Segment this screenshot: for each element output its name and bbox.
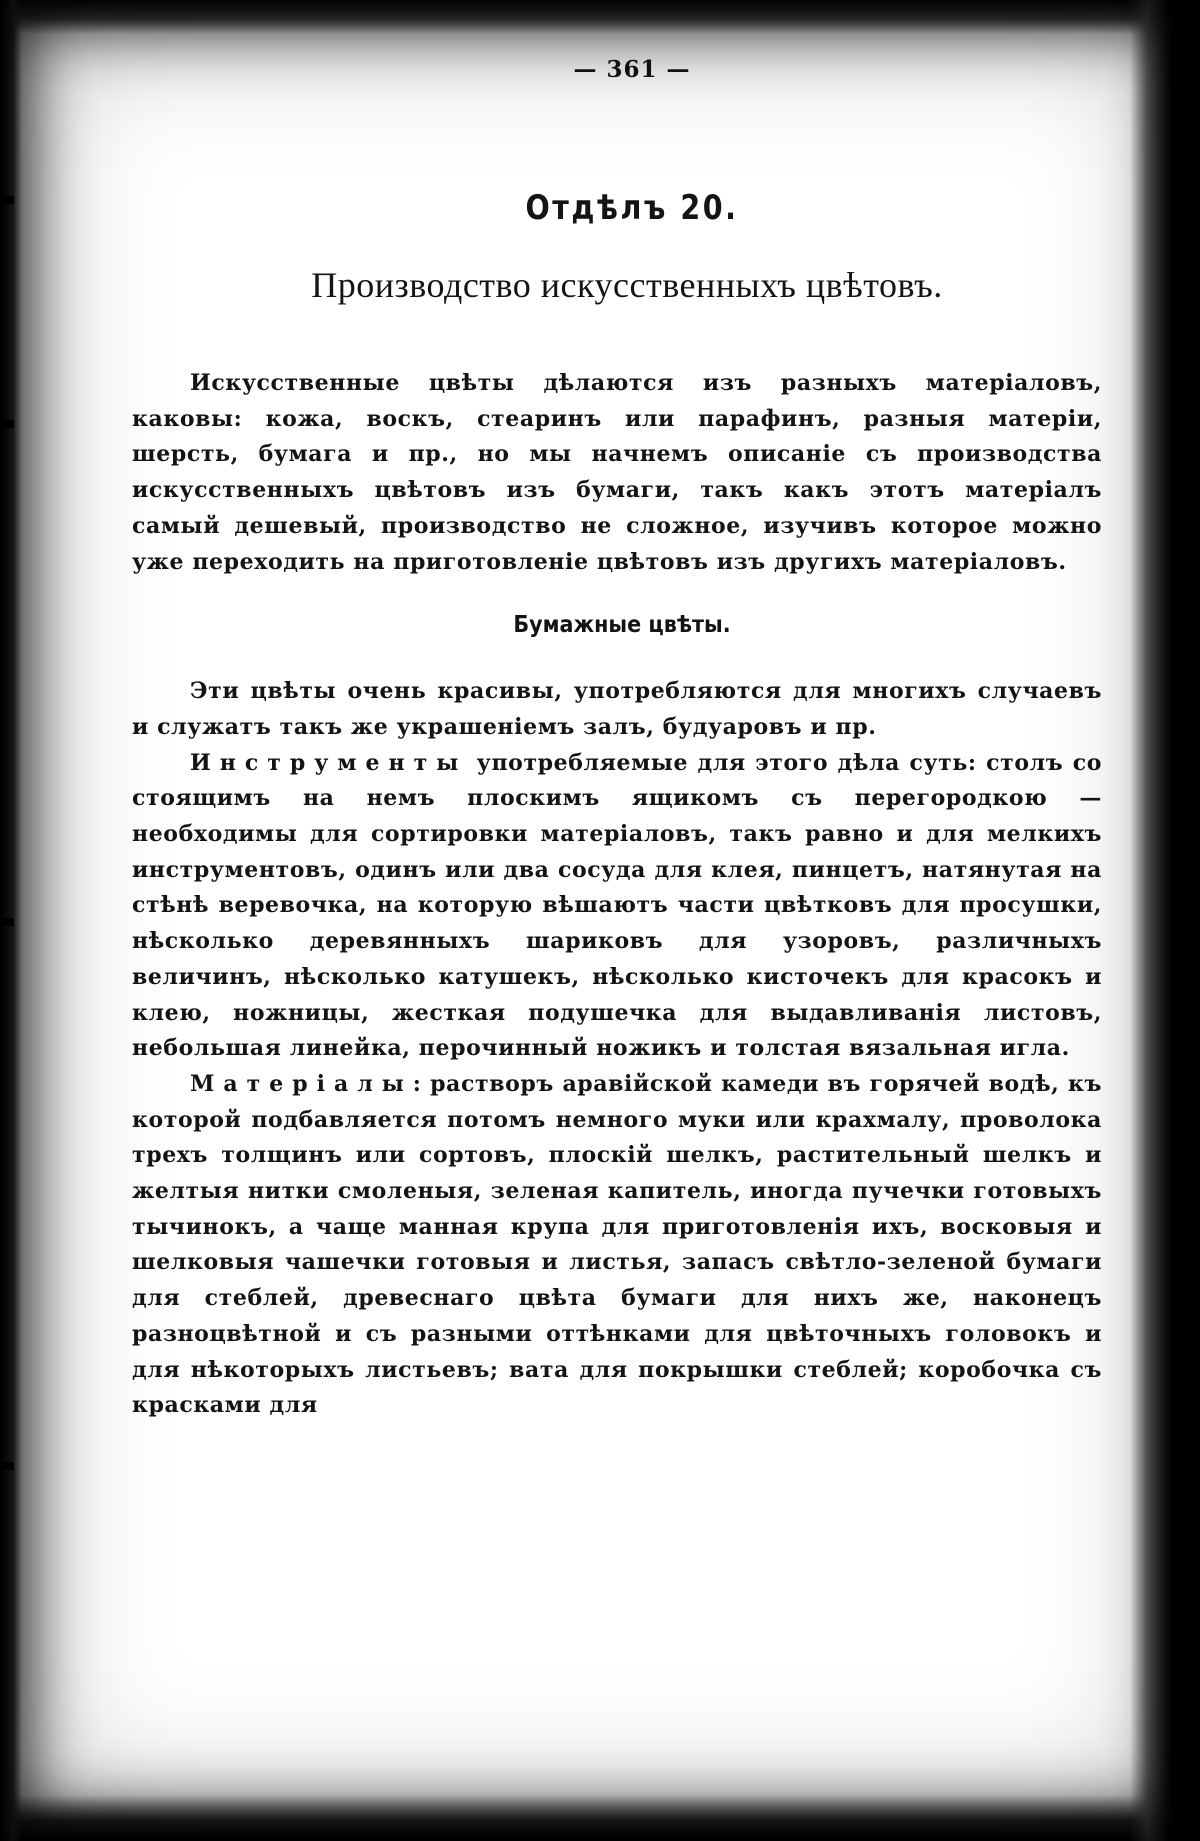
section-title: Отдѣлъ 20. [525,188,739,228]
scan-edge-bottom [0,1795,1200,1841]
materials-text: : растворъ аравійской камеди въ горячей водѣ, къ которой подбавляется потомъ немного муки или крахмалу, проволока трехъ толщинъ или сортовъ, плоскій шелкъ, растительный шелкъ и желтыя нитки смоленыя, зеленая капитель, иногда пучечки готовыхъ тычинокъ, а чаще манная крупа для приготовленія ихъ, восковыя и шелковыя чашечки готовыя и листья, запасъ свѣтло-зеленой бумаги для стеблей, древеснаго цвѣта бумаги для нихъ же, наконецъ разноцвѣтной и съ разными оттѣнками для цвѣточныхъ головокъ и для нѣкоторыхъ листьевъ; вата для покрышки стеблей; коробочка съ красками для [132,1070,1102,1419]
paragraph-tools [132,746,1102,1067]
scan-edge-right [1130,0,1200,1841]
page-number: — 361 — [573,56,691,83]
paragraph-paper-flowers: Эти цвѣты очень красивы, употребляются для многихъ случаевъ и служатъ такъ же украшеніемъ залъ, будуаровъ и пр. [132,678,1102,740]
tools-lead-word: Инструменты [190,749,468,776]
section-subtitle: Производство искусственныхъ цвѣтовъ. [311,265,943,305]
page-body [132,56,1102,1424]
scan-edge-top [0,0,1200,34]
tools-text: употребляемые для этого дѣла суть: столъ со стоящимъ на немъ плоскимъ ящикомъ съ перегородкою — необходимы для сортировки матеріаловъ, такъ равно и для мелкихъ инструментовъ, одинъ или два сосуда для клея, пинцетъ, натянутая на стѣнѣ веревочка, на которую вѣшаютъ части цвѣтковъ для просушки, нѣсколько деревянныхъ шариковъ для узоровъ, различныхъ величинъ, нѣсколько катушекъ, нѣсколько кисточекъ для красокъ и клею, ножницы, жесткая подушечка для выдавливанія листовъ, небольшая линейка, перочинный ножикъ и толстая вязальная игла. [132,749,1102,1062]
materials-lead-word: Матеріалы [190,1070,413,1097]
binding-mark [0,918,14,926]
binding-mark [0,196,14,204]
paragraph-materials [132,1067,1102,1424]
subsection-heading: Бумажные цвѣты. [513,612,731,639]
binding-mark [0,420,14,428]
intro-paragraph: Искусственные цвѣты дѣлаются изъ разныхъ матеріаловъ, каковы: кожа, воскъ, стеаринъ или парафинъ, разныя матеріи, шерсть, бумага и пр., но мы начнемъ описаніе съ производства искусственныхъ цвѣтовъ изъ бумаги, такъ какъ этотъ матеріалъ самый дешевый, производство не сложное, изучивъ которое можно уже переходить на приготовленіе цвѣтовъ изъ другихъ матеріаловъ. [132,370,1102,575]
binding-mark [0,1462,14,1470]
